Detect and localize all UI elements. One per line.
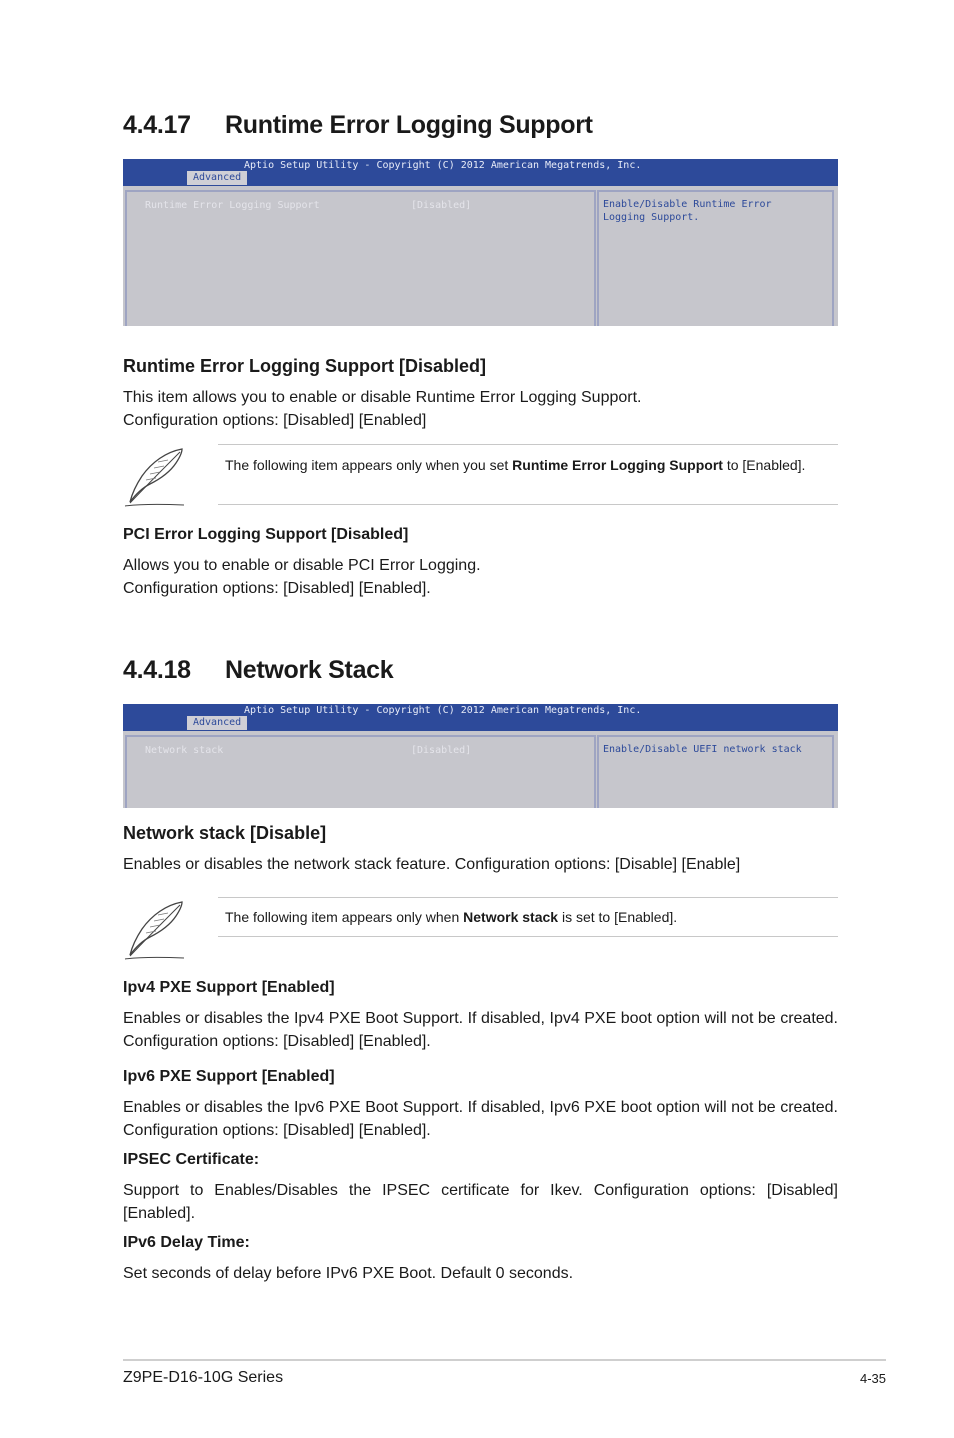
item-heading-ipv4-pxe: Ipv4 PXE Support [Enabled] [123, 979, 335, 996]
note-text-prefix: The following item appears only when you set [225, 457, 513, 473]
bios-title-bar [123, 704, 838, 731]
bios-item-label: Runtime Error Logging Support [145, 200, 320, 211]
note-text [225, 907, 825, 927]
note-text-suffix: is set to [Enabled]. [558, 909, 678, 925]
note-text-bold: Network stack [463, 909, 559, 925]
bios-item-label: Network stack [145, 745, 224, 756]
bios-help-text: Enable/Disable Runtime Error Logging Support. [603, 199, 772, 223]
item-heading-network-stack: Network stack [Disable] [123, 823, 327, 843]
bios-settings-pane [125, 735, 596, 808]
quill-pen-icon [122, 899, 188, 963]
section-title-network-stack [123, 656, 393, 685]
bios-item-value: [Disabled] [411, 745, 472, 756]
bios-screenshot-network-stack [123, 704, 838, 808]
bios-help-pane [597, 190, 834, 326]
bios-copyright: Aptio Setup Utility - Copyright (C) 2012 American Megatrends, Inc. [244, 705, 642, 716]
bios-tab-advanced: Advanced [187, 716, 247, 730]
bios-tab-advanced: Advanced [187, 171, 247, 185]
footer-product-name: Z9PE-D16-10G Series [123, 1369, 284, 1386]
bios-help-text: Enable/Disable UEFI network stack [603, 744, 802, 755]
note-top-rule [218, 897, 838, 898]
note-text-prefix: The following item appears only when [225, 909, 464, 925]
item-description-ipv6-pxe: Enables or disables the Ipv6 PXE Boot Support. If disabled, Ipv6 PXE boot option will not be created. Configuration options: [Disabled] [Enabled]. [123, 1099, 838, 1139]
item-description-ipv4-pxe: Enables or disables the Ipv4 PXE Boot Support. If disabled, Ipv4 PXE boot option will not be created. Configuration options: [Disabled] [Enabled]. [123, 1010, 838, 1050]
item-heading-ipsec: IPSEC Certificate: [123, 1151, 260, 1168]
note-top-rule [218, 444, 838, 445]
item-description-line1: Allows you to enable or disable PCI Error Logging. [123, 557, 481, 574]
item-description-pci [123, 554, 838, 600]
item-description-line2: Configuration options: [Disabled] [Enabled] [123, 412, 427, 429]
item-description-ipv6-delay: Set seconds of delay before IPv6 PXE Boot. Default 0 seconds. [123, 1265, 574, 1282]
note-bottom-rule [218, 936, 838, 937]
item-description-line1: This item allows you to enable or disable Runtime Error Logging Support. [123, 389, 642, 406]
quill-pen-icon [122, 446, 188, 510]
bios-screenshot-runtime-error [123, 159, 838, 326]
section-title-text: Network Stack [225, 656, 394, 684]
note-text [225, 455, 825, 475]
bios-item-value: [Disabled] [411, 200, 472, 211]
note-bottom-rule [218, 504, 838, 505]
footer-page-number: 4-35 [859, 1371, 886, 1386]
item-description-line2: Configuration options: [Disabled] [Enabled]. [123, 580, 431, 597]
note-text-suffix: to [Enabled]. [722, 457, 806, 473]
section-number: 4.4.17 [123, 111, 191, 139]
item-description [123, 386, 838, 432]
section-title-runtime-error-logging [123, 111, 593, 140]
item-heading-ipv6-pxe: Ipv6 PXE Support [Enabled] [123, 1068, 335, 1085]
bios-copyright: Aptio Setup Utility - Copyright (C) 2012 American Megatrends, Inc. [244, 160, 642, 171]
bios-help-pane [597, 735, 834, 808]
section-number: 4.4.18 [123, 656, 191, 684]
item-description-network-stack: Enables or disables the network stack feature. Configuration options: [Disable] [Enable] [123, 856, 741, 873]
item-description-ipsec: Support to Enables/Disables the IPSEC certificate for Ikev. Configuration options: [Disabled] [Enabled]. [123, 1182, 838, 1222]
item-heading-pci-error: PCI Error Logging Support [Disabled] [123, 526, 409, 543]
footer-rule [123, 1359, 886, 1361]
section-title-text: Runtime Error Logging Support [225, 111, 593, 139]
item-heading-runtime-error: Runtime Error Logging Support [Disabled] [123, 356, 486, 376]
item-heading-ipv6-delay: IPv6 Delay Time: [123, 1234, 250, 1251]
note-text-bold: Runtime Error Logging Support [512, 457, 723, 473]
bios-settings-pane [125, 190, 596, 326]
bios-title-bar [123, 159, 838, 186]
